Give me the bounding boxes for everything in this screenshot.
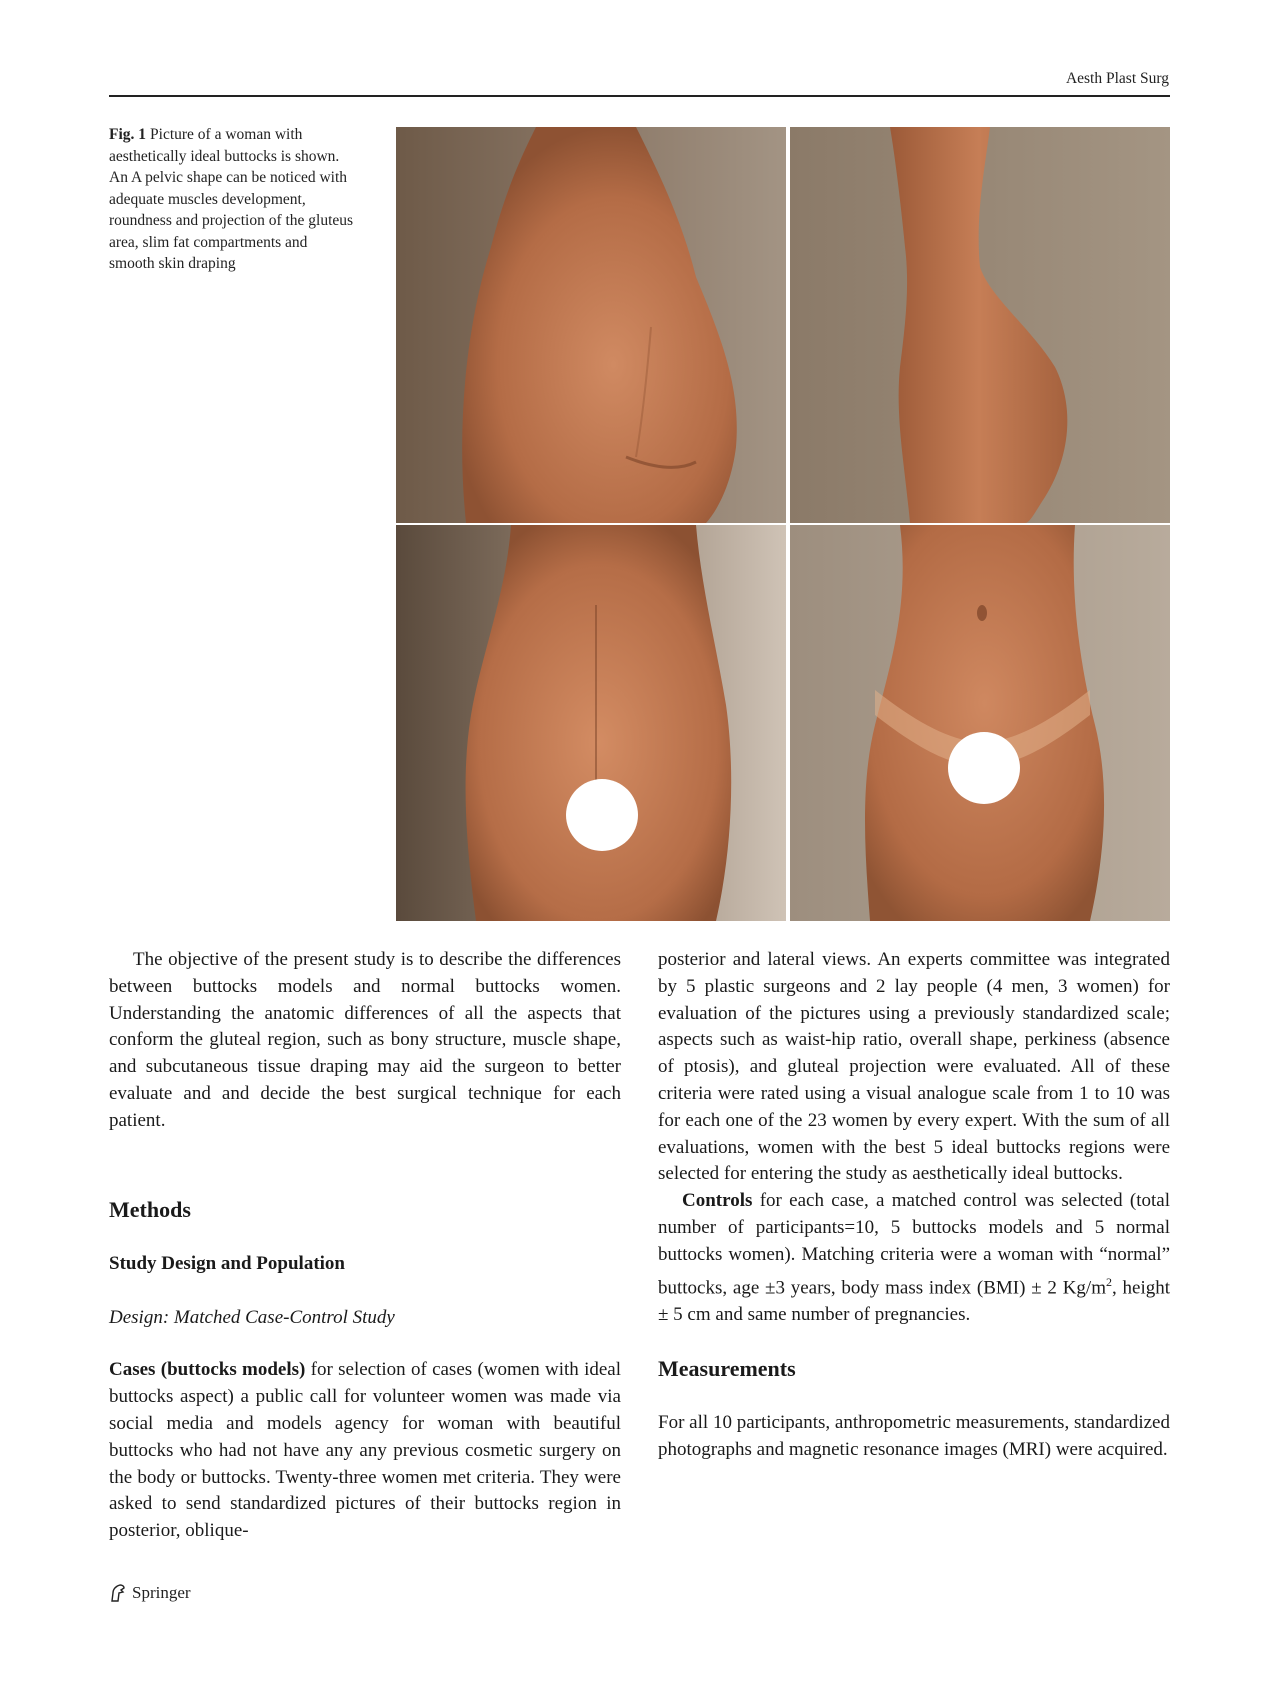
controls-text-a: for each case, a matched control was selected (total number of participants=10, 5 buttocks models and 5 normal buttocks women). Matching criteria were a woman with “normal” buttocks, age ±3 years, body mass index (BMI) ± 2 Kg/m xyxy=(658,1190,1170,1298)
design-line: Design: Matched Case-Control Study xyxy=(109,1306,395,1328)
methods-heading: Methods xyxy=(109,1196,191,1222)
intro-paragraph: The objective of the present study is to describe the differences between buttocks models and normal buttocks women. Understanding the anatomic differences of all the aspects that conform the gluteal region, such as bony structure, muscle shape, and subcutaneous tissue draping may aid the surgeon to better evaluate and and decide the best surgical technique for each patient. xyxy=(109,949,621,1131)
springer-horse-icon xyxy=(109,1583,127,1603)
controls-paragraph xyxy=(658,1188,1170,1328)
figure-1 xyxy=(396,127,1170,921)
photo-lateral xyxy=(790,127,1170,523)
continued-paragraph: posterior and lateral views. An experts committee was integrated by 5 plastic surgeons and 2 lay people (4 men, 3 women) for evaluation of the pictures using a previously standardized scale; aspects such as waist-hip ratio, overall shape, perkiness (absence of ptosis), and gluteal projection were evaluated. All of these criteria were rated using a visual analogue scale from 1 to 10 was for each one of the 23 women by every expert. With the sum of all evaluations, women with the best 5 ideal buttocks regions were selected for entering the study as aesthetically ideal buttocks. xyxy=(658,949,1170,1185)
measurements-heading: Measurements xyxy=(658,1356,796,1382)
photo-anterior xyxy=(790,525,1170,921)
figure-caption xyxy=(109,124,354,275)
right-column xyxy=(658,947,1170,1464)
cases-text: for selection of cases (women with ideal buttocks aspect) a public call for volunteer women was made via social media and models agency for woman with beautiful buttocks who had not have any any previous cosmetic surgery on the body or buttocks. Twenty-three women met criteria. They were asked to send standardized pictures of their buttocks region in posterior, oblique- xyxy=(109,1359,622,1542)
journal-name: Aesth Plast Surg xyxy=(1065,70,1169,87)
controls-superscript: 2 xyxy=(1105,1274,1112,1289)
controls-label: Controls xyxy=(682,1190,753,1212)
photo-posterior xyxy=(396,525,786,921)
measurements-paragraph: For all 10 participants, anthropometric measurements, standardized photographs and magnetic resonance images (MRI) were acquired. xyxy=(658,1412,1170,1461)
figure-caption-text: Picture of a woman with aesthetically ideal buttocks is shown. An A pelvic shape can be noticed with adequate muscles development, roundness and projection of the gluteus area, slim fat compartments and smooth skin draping xyxy=(109,126,354,272)
cases-label: Cases (buttocks models) xyxy=(109,1359,306,1381)
left-column xyxy=(109,947,621,1545)
cases-paragraph xyxy=(109,1357,621,1545)
header-rule xyxy=(109,95,1170,97)
figure-label: Fig. 1 xyxy=(109,126,147,143)
study-design-heading: Study Design and Population xyxy=(109,1252,345,1274)
publisher-name: Springer xyxy=(132,1583,191,1602)
publisher-footer xyxy=(109,1583,191,1603)
photo-oblique-posterior xyxy=(396,127,786,523)
controls-text-b: , height ± 5 cm and same number of pregnancies. xyxy=(658,1276,1170,1325)
